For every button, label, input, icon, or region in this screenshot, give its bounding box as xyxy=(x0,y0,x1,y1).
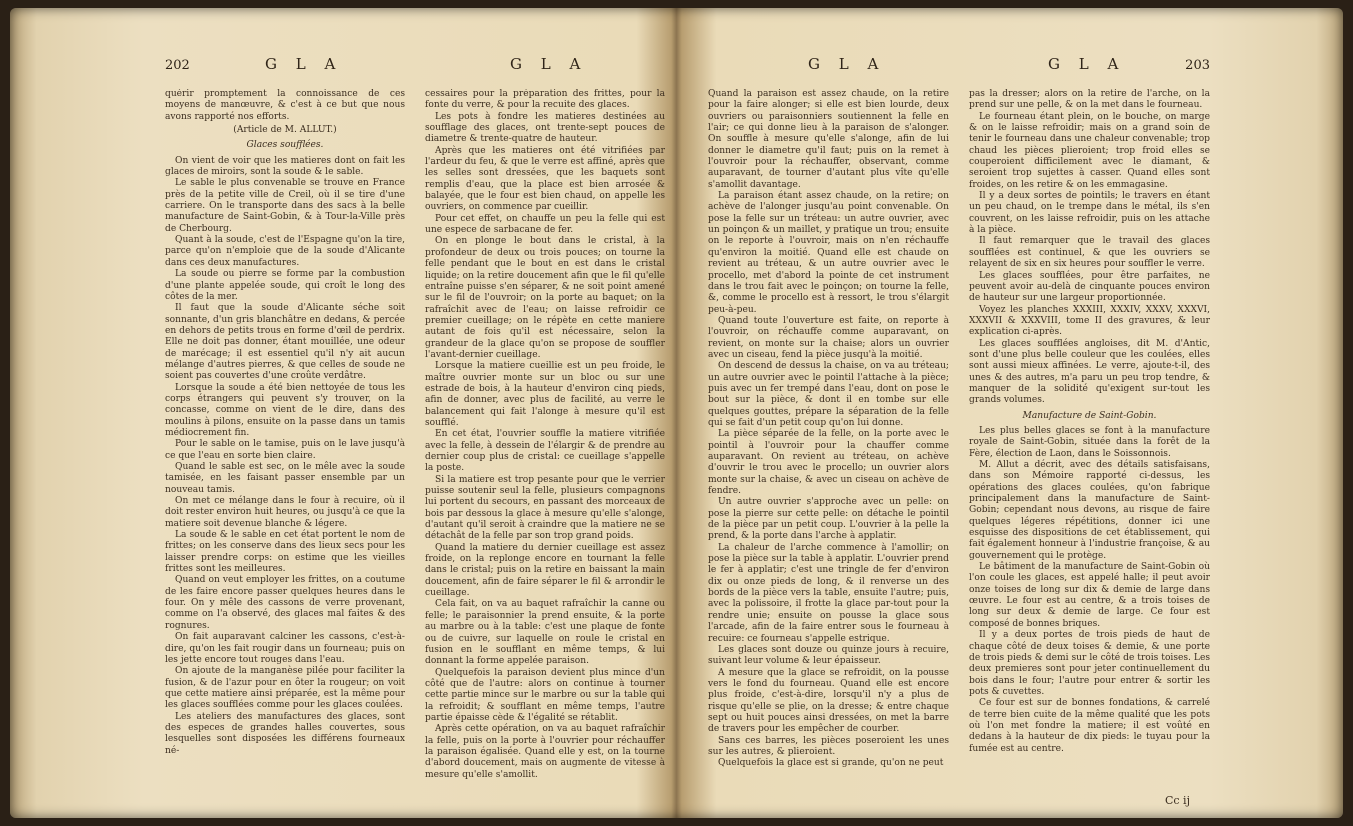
paragraph: Quelquefois la paraison devient plus mince d'un côté que de l'autre: alors on continue à tourner cette partie mince sur le marbre ou sur la table qui la refroidit; & soufflant en même temps, l'autre partie épaisse cède & l'égalité se rétablit. xyxy=(425,667,665,723)
paragraph: Pour le sable on le tamise, puis on le lave jusqu'à ce que l'eau en sorte bien claire. xyxy=(165,439,405,461)
paragraph: Cela fait, on va au baquet rafraîchir la canne ou felle; le paraisonnier la prend ensuite, & la porte au marbre ou à la table: c'est une plaque de fonte ou de cuivre, sur laquelle on roule le cristal en fusion en le soufflant en même temps, & lui donnant la forme appelée paraison. xyxy=(425,599,665,667)
paragraph: Quand la matiere du dernier cueillage est assez froide, on la replonge encore en tournant la felle dans le cristal; puis on la retire en baissant la main doucement, afin de faire séparer le fil & arrondir le cueillage. xyxy=(425,542,665,599)
header-word-right-col2: G L A xyxy=(1048,55,1126,73)
paragraph: quérir promptement la connoissance de ces moyens de manœuvre, & c'est à ce but que nous avons rapporté nos efforts. xyxy=(165,89,405,122)
signature-mark: Cc ij xyxy=(1164,794,1190,807)
paragraph: On fait auparavant calciner les cassons, c'est-à-dire, qu'on les fait rougir dans un fourneau; puis on les jette encore tout rouges dans l'eau. xyxy=(165,632,405,665)
running-header-left xyxy=(165,55,665,81)
paragraph: A mesure que la glace se refroidit, on la pousse vers le fond du fourneau. Quand elle est encore plus froide, c'est-à-dire, lorsqu'il n'y a plus de risque qu'elle se plie, on la dresse; & entre chaque sept ou huit pouces ainsi dressées, on met la barre de travers pour les empêcher de courber. xyxy=(708,667,949,735)
header-word-right-col1: G L A xyxy=(808,55,886,73)
paragraph: Le fourneau étant plein, on le bouche, on marge & on le laisse refroidir; mais on a grand soin de tenir le fourneau dans une chaleur convenable; trop chaud les pièces plieroient; trop froid elles se couperoient difficilement avec le diamant, & seroient trop sujettes à casser. Quand elles sont froides, on les retire & on les emmagasine. xyxy=(969,111,1210,190)
header-word-left-col1: G L A xyxy=(265,55,343,73)
paragraph: La chaleur de l'arche commence à l'amollir; on pose la pièce sur la table à applatir. L'ouvrier prend le fer à applatir; c'est une tringle de fer d'environ dix ou onze pieds de long, & il renverse un des bords de la pièce vers la table, ensuite l'autre; puis, avec la polissoire, il frotte la glace par-tout pour la rendre unie; ensuite on pousse la glace sous l'arcade, afin de la faire entrer sous le fourneau à recuire: ce fourneau s'appelle estrique. xyxy=(708,542,949,644)
page-number-left: 202 xyxy=(165,58,190,73)
paragraph: On ajoute de la manganèse pilée pour faciliter la fusion, & de l'azur pour en ôter la rougeur; on voit que cette matiere ainsi préparée, est la même pour les glaces soufflées comme pour les glaces coulées. xyxy=(165,666,405,711)
paragraph: Le bâtiment de la manufacture de Saint-Gobin où l'on coule les glaces, est appelé halle; il peut avoir onze toises de long sur dix & demie de large dans œuvre. Le four est au centre, & a trois toises de long sur deux & demie de large. Ce four est composé de bonnes briques. xyxy=(969,562,1210,629)
paragraph: cessaires pour la préparation des frittes, pour la fonte du verre, & pour la recuite des glaces. xyxy=(425,89,665,111)
paragraph: Il faut remarquer que le travail des glaces soufflées est continuel, & que les ouvriers se relayent de six en six heures pour souffler le verre. xyxy=(969,236,1210,270)
paragraph: Quelquefois la glace est si grande, qu'on ne peut xyxy=(718,758,944,769)
paragraph: On vient de voir que les matieres dont on fait les glaces de miroirs, sont la soude & le sable. xyxy=(165,155,405,178)
section-heading: Manufacture de Saint-Gobin. xyxy=(1022,410,1157,421)
paragraph: On en plonge le bout dans le cristal, à la profondeur de deux ou trois pouces; on tourne la felle pendant que le bout en est dans le cristal liquide; on la retire doucement afin que le fil qu'elle entraîne puisse s'en séparer, & ne soit point amené sur le fil de l'ouvroir; on la porte au baquet; on la rafraîchit avec de l'eau; on laisse refroidir ce premier cueillage; on le répète en cette maniere autant de fois qu'il est nécessaire, selon la grandeur de la glace qu'on se propose de souffler l'avant-dernier cueillage. xyxy=(425,236,665,360)
paragraph: M. Allut a décrit, avec des détails satisfaisans, dans son Mémoire rapporté ci-dessus, les opérations des glaces coulées, qu'on fabrique principalement dans la manufacture de Saint-Gobin; cependant nous devons, au risque de faire quelques légeres répétitions, donner ici une esquisse des dispositions de cet établissement, qui fait également honneur à l'industrie françoise, & au gouvernement qui le protège. xyxy=(969,460,1210,561)
paragraph: En cet état, l'ouvrier souffle la matiere vitrifiée avec la felle, à dessein de l'élargir & de prendre au dernier coup plus de cristal: ce cueillage s'appelle la poste. xyxy=(425,429,665,474)
running-header-right xyxy=(708,55,1210,81)
paragraph: Les ateliers des manufactures des glaces, sont des especes de grandes halles couvertes, sous lesquelles sont disposées les différens fourneaux né- xyxy=(165,711,405,756)
paragraph: Après que les matieres ont été vitrifiées par l'ardeur du feu, & que le verre est affiné, après que les selles sont dressées, que les baquets sont remplis d'eau, que la place est bien arrosée & balayée, que le four est bien chaud, on appelle les ouvriers, on commence par cueillir. xyxy=(425,145,665,213)
paragraph: Il y a deux sortes de pointils; le travers en étant un peu chaud, on le trempe dans le métal, ils s'en couvrent, on les laisse refroidir, puis on les attache à la pièce. xyxy=(969,191,1210,236)
paragraph: La paraison étant assez chaude, on la retire; on achève de l'alonger jusqu'au point convenable. On pose la felle sur un tréteau: un autre ouvrier, avec un poinçon & un maillet, y pratique un trou; ensuite on le reporte à l'ouvroir, mais on n'en réchauffe qu'environ la moitié. Quand elle est chaude on revient au tréteau, & un autre ouvrier avec le procello, met d'abord la pointe de cet instrument dans le trou fait avec le poinçon; on tourne la felle, &, comme le procello est à ressort, le trou s'élargit peu-à-peu. xyxy=(708,191,949,315)
page-number-right: 203 xyxy=(1185,58,1210,73)
paragraph: Pour cet effet, on chauffe un peu la felle qui est une espece de sarbacane de fer. xyxy=(425,213,665,236)
article-attribution: (Article de M. ALLUT.) xyxy=(233,125,337,136)
paragraph: Les glaces soufflées, pour être parfaites, ne peuvent avoir au-delà de cinquante pouces environ de hauteur sur une largeur proportionnée. xyxy=(969,270,1210,304)
paragraph: Quand on veut employer les frittes, on a coutume de les faire encore passer quelques heures dans le four. On y mêle des cassons de verre provenant, comme on l'a observé, des glaces mal faites & des rognures. xyxy=(165,575,405,631)
paragraph: Les glaces sont douze ou quinze jours à recuire, suivant leur volume & leur épaisseur. xyxy=(708,644,949,667)
left-page-column-1 xyxy=(165,89,405,803)
paragraph: On met ce mélange dans le four à recuire, où il doit rester environ huit heures, ou jusqu'à ce que la matiere soit devenue blanche & légere. xyxy=(165,496,405,529)
paragraph: Quant à la soude, c'est de l'Espagne qu'on la tire, parce qu'on n'emploie que de la soude d'Alicante dans ces deux manufactures. xyxy=(165,235,405,268)
paragraph: Quand la paraison est assez chaude, on la retire pour la faire alonger; si elle est bien lourde, deux ouvriers ou paraisonniers soutiennent la felle en l'air; ce qui donne lieu à la paraison de s'alonger. On souffle à mesure qu'elle s'alonge, afin de lui donner le diametre qu'il faut; puis on la remet à l'ouvroir pour la réchauffer, observant, comme auparavant, de tourner d'autant plus vîte qu'elle s'amollit davantage. xyxy=(708,89,949,190)
paragraph: Les plus belles glaces se font à la manufacture royale de Saint-Gobin, située dans la forêt de la Fère, élection de Laon, dans le Soissonnois. xyxy=(969,425,1210,459)
paragraph: Si la matiere est trop pesante pour que le verrier puisse soutenir seul la felle, plusieurs compagnons lui portent du secours, en passant des morceaux de bois par dessous la glace à mesure qu'elle s'alonge, d'autant qu'il seroit à craindre que la matiere ne se détachât de la felle par son trop grand poids. xyxy=(425,474,665,542)
right-page xyxy=(708,55,1210,807)
paragraph: Ce four est sur de bonnes fondations, & carrelé de terre bien cuite de la même qualité que les pots où l'on met fondre la matiere; il est voûté en dedans à la hauteur de dix pieds: le tuyau pour la fumée est au centre. xyxy=(969,698,1210,754)
paragraph: La pièce séparée de la felle, on la porte avec le pointil à l'ouvroir pour la chauffer comme auparavant. On revient au tréteau, on achève d'ouvrir le trou avec le procello; un ouvrier alors monte sur la chaise, & avec un ciseau on achève de fendre. xyxy=(708,429,949,497)
paragraph: La soude & le sable en cet état portent le nom de frittes; on les conserve dans des lieux secs pour les laisser prendre corps: on estime que les vieilles frittes sont les meilleures. xyxy=(165,530,405,575)
paragraph: Voyez les planches XXXIII, XXXIV, XXXV, XXXVI, XXXVII & XXXVIII, tome II des gravures, & leur explication ci-après. xyxy=(969,304,1210,338)
paragraph: Sans ces barres, les pièces poseroient les unes sur les autres, & plieroient. xyxy=(708,735,949,757)
header-word-left-col2: G L A xyxy=(510,55,588,73)
paragraph: Les glaces soufflées angloises, dit M. d'Antic, sont d'une plus belle couleur que les coulées, elles sont aussi mieux affinées. Le verre, ajoute-t-il, des unes & des autres, m'a paru un peu trop tendre, & manquer de la solidité qu'exigent sur-tout les grands volumes. xyxy=(969,338,1210,406)
left-page-column-2 xyxy=(425,89,665,803)
book-spread xyxy=(10,8,1343,818)
paragraph: Lorsque la soude a été bien nettoyée de tous les corps étrangers qui peuvent s'y trouver, on la concasse, comme on vient de le dire, dans des moulins à pilons, ensuite on la passe dans un tamis médiocrement fin. xyxy=(165,382,405,438)
paragraph: Lorsque la matiere cueillie est un peu froide, le maître ouvrier monte sur un bloc ou sur une estrade de bois, à la hauteur d'environ cinq pieds, afin de donner, avec plus de facilité, au verre le balancement qui fait l'alonge à mesure qu'il est soufflé. xyxy=(425,361,665,428)
paragraph: On descend de dessus la chaise, on va au tréteau; un autre ouvrier avec le pointil l'attache à la pièce; puis avec un fer trempé dans l'eau, dont on pose le bout sur la pièce, & dont il en tombe sur elle quelques gouttes, prépare la séparation de la felle qui se fait d'un petit coup qu'on lui donne. xyxy=(708,361,949,428)
paragraph: Il faut que la soude d'Alicante séche soit sonnante, d'un gris blanchâtre en dedans, & percée en dehors de petits trous en forme d'œil de perdrix. Elle ne doit pas donner, étant mouillée, une odeur de marécage; il est essentiel qu'il n'y ait aucun mélange d'autres pierres, & que celles de soude ne soient pas couvertes d'une croûte verdâtre. xyxy=(165,303,405,382)
paragraph: Le sable le plus convenable se trouve en France près de la petite ville de Creil, où il se tire d'une carriere. On le transporte dans des sacs à la belle manufacture de Saint-Gobin, & à Tour-la-Ville près de Cherbourg. xyxy=(165,178,405,234)
left-page xyxy=(165,55,665,803)
right-page-column-1 xyxy=(708,89,949,803)
paragraph: Un autre ouvrier s'approche avec un pelle: on pose la pierre sur cette pelle: on détache le pointil de la pièce par un petit coup. L'ouvrier à la pelle la prend, & la porte dans l'arche à applatir. xyxy=(708,497,949,542)
paragraph: La soude ou pierre se forme par la combustion d'une plante appelée soude, qui croît le long des côtes de la mer. xyxy=(165,269,405,302)
paragraph: Après cette opération, on va au baquet rafraîchir la felle, puis on la porte à l'ouvrier pour réchauffer la paraison égalisée. Quand elle y est, on la tourne d'abord doucement, mais on augmente de vitesse à mesure qu'elle s'amollit. xyxy=(425,724,665,780)
section-heading: Glaces soufflées. xyxy=(246,140,324,151)
paragraph: Les pots à fondre les matieres destinées au soufflage des glaces, ont trente-sept pouces de diametre & trente-quatre de hauteur. xyxy=(425,111,665,145)
paragraph: Quand toute l'ouverture est faite, on reporte à l'ouvroir, on réchauffe comme auparavant, on revient, on monte sur la chaise; alors un ouvrier avec un ciseau, fend la pièce jusqu'à la moitié. xyxy=(708,315,949,360)
paragraph: pas la dresser; alors on la retire de l'arche, on la prend sur une pelle, & on la met dans le fourneau. xyxy=(969,89,1210,111)
right-page-column-2 xyxy=(969,89,1210,803)
paragraph: Il y a deux portes de trois pieds de haut de chaque côté de deux toises & demie, & une porte de trois pieds & demi sur le côté de trois toises. Les deux premieres sont pour jeter continuellement du bois dans le four; l'autre pour entrer & sortir les pots & cuvettes. xyxy=(969,630,1210,697)
paragraph: Quand le sable est sec, on le mêle avec la soude tamisée, en les faisant passer ensemble par un nouveau tamis. xyxy=(165,462,405,495)
